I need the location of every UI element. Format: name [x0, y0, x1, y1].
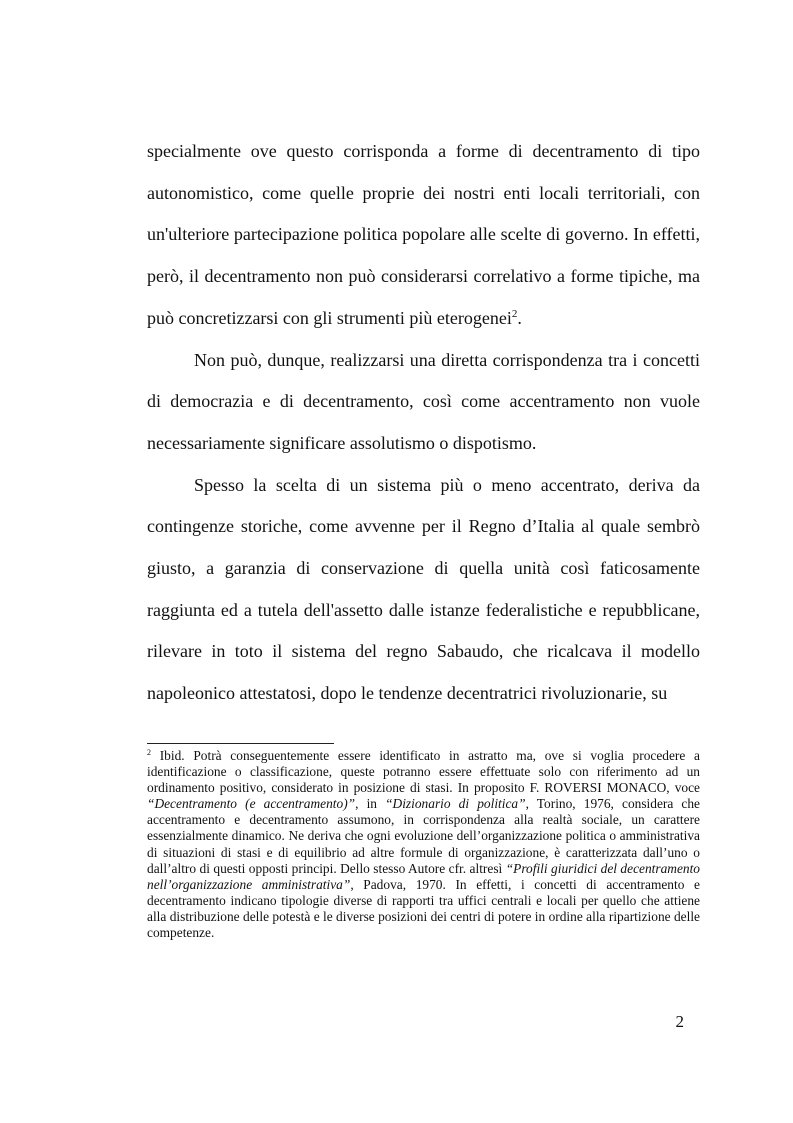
footnote-title-italic: “Profili giuridici del decentramento nell’organizzazione amministrativa” — [147, 860, 700, 892]
footnote-segment: , Torino, 1976, considera che accentramento e decentramento assumono, in corrispondenza alla realtà sociale, un carattere essenzialmente dinamico. Ne deriva che ogni evoluzione dell’organizzazione politica o amministrativa di situazioni di stasi e di equilibrio ad altre formule di organizzazione, è caratterizzata dall’uno o dall’altro di questi opposti principi. Dello stesso Autore cfr. altresì — [147, 796, 700, 876]
paragraph-1 — [147, 131, 700, 340]
footnote-number: 2 — [147, 748, 151, 757]
footnote-segment: , Padova, 1970. In effetti, i concetti di accentramento e decentramento indicano tipologie diverse di rapporti tra uffici centrali e locali per quello che attiene alla distribuzione delle potestà e le diverse posizioni dei centri di potere in ordine alla ripartizione delle competenze. — [147, 876, 700, 941]
page-number: 2 — [675, 1012, 684, 1031]
footnote-reference: 2 — [511, 307, 518, 320]
paragraph-1-text: specialmente ove questo corrisponda a forme di decentramento di tipo autonomistico, come quelle proprie dei nostri enti locali territoriali, con un'ulteriore partecipazione politica popolare alle scelte di governo. In effetti, però, il decentramento non può considerarsi correlativo a forme tipiche, ma può concretizzarsi con gli strumenti più eterogenei — [147, 141, 700, 328]
footnote-separator — [147, 743, 334, 744]
footnote-segment: Ibid. Potrà conseguentemente essere identificato in astratto ma, ove si voglia procedere a identificazione o classificazione, queste potranno essere effettuate solo con riferimento ad un ordinamento positivo, considerato in posizione di stasi. In proposito F. ROVERSI MONACO, voce — [147, 748, 700, 796]
body-text — [147, 131, 700, 715]
paragraph-1-tail: . — [517, 307, 522, 328]
footnote — [147, 748, 700, 941]
paragraph-3: Spesso la scelta di un sistema più o meno accentrato, deriva da contingenze storiche, come avvenne per il Regno d’Italia al quale sembrò giusto, a garanzia di conservazione di quella unità così faticosamente raggiunta ed a tutela dell'assetto dalle istanze federalistiche e repubblicane, rilevare in toto il sistema del regno Sabaudo, che ricalcava il modello napoleonico attestatosi, dopo le tendenze decentratrici rivoluzionarie, su — [147, 474, 700, 704]
footnote-segment: , in — [355, 796, 386, 812]
footnote-title-italic: “Decentramento (e accentramento)” — [147, 796, 356, 812]
footnote-title-italic: “Dizionario di politica” — [385, 796, 526, 812]
paragraph-2: Non può, dunque, realizzarsi una diretta corrispondenza tra i concetti di democrazia e di decentramento, così come accentramento non vuole necessariamente significare assolutismo o dispotismo. — [147, 349, 700, 453]
